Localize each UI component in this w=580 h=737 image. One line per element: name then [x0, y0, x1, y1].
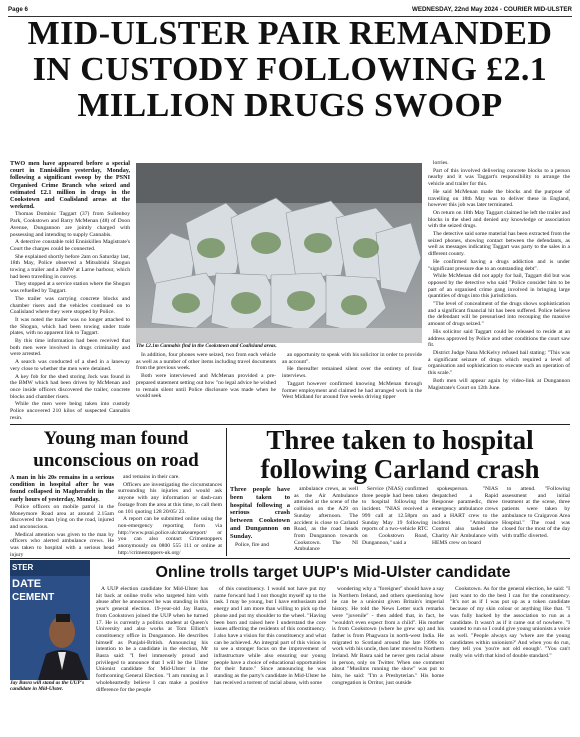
photo-caption: The £2.1m Cannabis find in the Cookstown and Coalisland areas.: [136, 343, 277, 349]
trolls-column-1: [96, 586, 208, 732]
backdrop-text: CEMENT: [12, 592, 55, 603]
paragraph: The trailer was carrying concrete blocks and chamber risers and the vehicles continued on to Coalisland where they were stopped by Police.: [10, 295, 130, 316]
candidate-photo-caption: Jay Basra will stand as the UUP's candidate in Mid-Ulster.: [10, 680, 85, 693]
main-story-column-4: [428, 160, 570, 422]
paragraph: On return on 18th May Taggart claimed he left the trailer and blocks in the shed and denied any knowledge or association with the seized drugs.: [428, 209, 570, 230]
paragraph: and remains in their care.: [123, 474, 180, 480]
carland-lead: Three people have been taken to hospital following a serious crash between Cookstown and Dungannon on Sunday.: [230, 486, 290, 540]
issue-date-line: WEDNESDAY, 22nd May 2024 - COURIER MID-ULSTER: [412, 6, 572, 13]
main-headline: MID-ULSTER PAIR REMANDED IN CUSTODY FOLLOWING £2.1 MILLION DRUGS SWOOP: [27, 15, 553, 124]
candidate-photo: [10, 560, 90, 680]
carland-headline: Three taken to hospital following Carland crash: [260, 425, 540, 484]
paragraph: His solicitor said Taggart could be released to reside at an address approved by Police and other conditions the court saw fit.: [428, 328, 570, 349]
paragraph: She explained shortly before 2am on Saturday last, 18th May, Police observed a Mitsubishi Shogun towing a trailer and a BMW at Larne harbour, which had been travelling in convoy.: [10, 253, 130, 280]
paragraph: He confirmed having a drugs addiction and is under "significant pressure due to an outstanding debt".: [428, 258, 570, 272]
backdrop-text: DATE: [12, 578, 42, 590]
young-man-headline: Young man found unconscious on road: [33, 428, 199, 471]
page-number: Page 6: [8, 6, 28, 13]
paragraph: A UUP election candidate for Mid-Ulster has hit back at online trolls who targeted him with abuse after he announced he was standing in this year's general election. 19-year-old Jay Basra, from Cookstown joined the UUP when he turned 17. He is currently a politics student at Queen's University and also works at Tom Elliott's constituency office in Dungannon. He describes himself as Punjabi-British. Announcing his intention to be a candidate in the election, Mr Basra said: "I feel immensely proud and privileged to announce that I will be the Ulster Unionist candidate for Mid-Ulster in the forthcoming General Election. "I am running as I wholeheartedly believe I can make a positive difference for the people: [96, 586, 208, 693]
paragraph: He thereafter remained silent over the entirety of four interviews.: [282, 366, 422, 380]
paragraph: Police, fire and: [235, 541, 270, 548]
paragraph: District Judge Nana McKelvy refused bail stating: "This was a significant seizure of drugs which required a level of organisation and sophistication to execute such an operation of this scale.": [428, 349, 570, 377]
backdrop-text: STER: [12, 563, 34, 572]
paragraph: Both were interviewed and McMenan provided a pre-prepared statement setting out how "no legal advice he wished to remain silent until Police disclosure was made when he would seek: [136, 373, 276, 400]
paragraph: to attend. "Following assessment and initial treatment at the scene, three patients were taken by ambulance to Craigavon Area Hospital." The road was closed for the most of the day with traffic diverted.: [502, 486, 570, 539]
paragraph: wondering why a "foreigner" should have a say in Northern Ireland, and others questioning how he can be a unionist given Britain's imperial history. He told the News Letter such remarks were "juvenile" - then added that, in fact, he "wouldn't even expect from a child". His mother is from Cookstown (where he grew up) and his father is from Phagwara in north-west India. He migrated to Scotland around the late 1990s to work with his uncle, then later moved to Northern Ireland. Mr Basra said he never gets racial abuse in person, only on Twitter. When one comment about "Muslims running the show" was put to him, he said: "I'm a Presbyterian." His home congregation is Orritor, just outside: [332, 586, 444, 686]
paragraph: A detective constable told Enniskillen Magistrate's Court the charges could be connected.: [10, 239, 130, 252]
paragraph: A report can be submitted online using the non-emergency reporting form via http://www.psni.police.uk/makeareport/ or you can also contact Crimestoppers anonymously on 0800 555 111 or online at http://crimestoppers-uk.org/: [118, 516, 222, 556]
paragraph: Officers are investigating the circumstances surrounding his injuries and would ask anyone with any information or dash-cam footage from the area at this time, to call them on 101 quoting 128 20/05/ 23.: [118, 481, 222, 515]
paragraph: Part of this involved delivering concrete blocks to a person nearby and it was Taggart's responsibility to arrange the vehicle and trailer for this.: [428, 167, 570, 188]
main-story-column-2: [136, 352, 276, 422]
trolls-column-2: [214, 586, 326, 732]
carland-column-3: [362, 486, 428, 556]
carland-column-2: [294, 486, 358, 556]
paragraph: A key fob for the shed storing Jock was found in the BMW which had been driven by McMenan and once inside officers discovered the trailer, concrete blocks and chamber risers.: [10, 373, 130, 400]
trolls-headline: Online trolls target UUP's Mid-Ulster candidate: [155, 564, 511, 581]
paragraph: The detective said some material has been extracted from the seized phones, showing contact between the defendants, as well as messages indicating Taggart was party to the sales in a different county.: [428, 231, 570, 258]
young-man-column-2: [118, 474, 222, 558]
paragraph: While McMenan did not apply for bail, Taggart did but was opposed by the detective who said "Police consider him to be part of an organised crime gang involved in bringing large quantities of drugs into this jurisdiction.: [428, 273, 570, 300]
paragraph: an opportunity to speak with his solicitor in order to provide an account".: [282, 352, 422, 365]
main-story-column-1: [10, 160, 130, 422]
paragraph: By this time information had been received that both men were involved in drugs criminality and were arrested.: [10, 338, 130, 358]
paragraph: "The level of concealment of the drugs shows sophistication and a significant financial hit has been suffered. Police believe the defendant will be pressurised into recouping the massive amount of drugs seized.": [428, 301, 570, 328]
carland-column-1: [230, 486, 290, 556]
young-man-lead: A man in his 20s remains in a serious condition in hospital after he was found collapsed in Magherafelt in the early hours of yesterday, Monday.: [10, 474, 114, 503]
paragraph: While the men were being taken into custody Police uncovered 210 kilos of suspected Cannabis resin.: [10, 401, 130, 421]
paragraph: Taggart however confirmed knowing McMenan through former employment and claimed he had arranged work in the West Midland for around five weeks driving tipper: [282, 380, 422, 401]
trolls-column-3: [332, 586, 444, 732]
trolls-column-4: [450, 586, 570, 732]
main-story-lead: TWO men have appeared before a special court in Enniskillen yesterday, Monday, following a significant swoop by the PSNI Organised Crime Branch who seized and estimated £2.1 million in drugs in the Cookstown and Coalisland areas at the weekend.: [10, 160, 130, 211]
section-divider: [10, 558, 570, 559]
paragraph: ambulance crews, as well as the Air Ambulance attended at the scene of the collision on the A29 on Sunday afternoon. The accident is close to Carland Road, as the road heads from Dungannon towards Cookstown. The NI Ambulance: [294, 486, 358, 553]
paragraph: He said McMenan made the blocks and the purpose of travelling on 18th May was to deliver these in England, however this job was later terminated.: [428, 188, 570, 209]
paragraph: In addition, four phones were seized, two from each vehicle as well as a number of other items including travel documents from the previous week.: [136, 352, 276, 372]
main-story-column-3: [282, 352, 422, 422]
paragraph: It was noted the trailer was no longer attached to the Shogun, which had been towing under trade plates, with no apparent link to Taggart.: [10, 316, 130, 337]
paragraph: Thomas Dominic Taggart (37) from Sullenboy Park, Cookstown and Barry McMenan (48) of Doon Avenue, Dungannon are jointly charged with possessing and intending to supply Cannabis.: [10, 211, 130, 238]
paragraph: lorries.: [433, 160, 449, 166]
cannabis-seizure-photo: [136, 163, 422, 343]
paragraph: Cookstown. As for the general election, he said: "I just want to do the best I can for the constituency. "It's not as if I was put up as a token candidate because of my skin colour or anything like that. "I was fully backed by the association to run as a candidate. It wasn't as if it came out of nowhere. "I wanted to run so I could give young unionists a voice as well. "People always say 'where are the young candidates within unionism?' And when you do run, they tell you 'you're not old enough'. "You can't really win with that kind of double standard.": [450, 586, 570, 660]
paragraph: Police officers on mobile patrol in the Moneymore Road area at around 2.15am discovered the man lying on the road, injured and unconscious.: [10, 503, 114, 530]
paragraph: Medical attention was given to the man by officers who alerted ambulance crews. He was taken to hospital with a serious head injury: [10, 531, 114, 558]
paragraph: of this constituency. I would not have put my name forward had I not thought myself up to the task. I may be young, but I have enthusiasm and energy and I am more than willing to pick up the phone and put my shoulder to the wheel. "Having been born and raised here I understand the core issues affecting the residents of this constituency. I also have a vision for this constituency and what can be achieved. An integral part of this vision is to see a stronger focus on the improvement of infrastructure while also ensuring our young people have a choice of educational opportunities for their future." Since announcing he was standing as the party's candidate in Mid-Ulster he has received a torrent of racial abuse, with some: [214, 586, 326, 686]
paragraph: A search was conducted of a shed in a laneway very close to whether the men were detained.: [10, 359, 130, 372]
paragraph: Both men will appear again by video-link at Dungannon Magistrate's Court on 12th June.: [428, 377, 570, 391]
carland-column-4: [432, 486, 498, 556]
paragraph: They stopped at a service station where the Shogun was refuelled by Taggart.: [10, 281, 130, 295]
young-man-column-1: [10, 474, 114, 558]
paragraph: Service (NIAS) confirmed three people had been taken to hospital following the incident. "NIAS received a 999 call at 12.58pm on Sunday May 19 following reports of a two-vehicle RTC on Cookstown Road, Dungannon," said a: [362, 486, 428, 546]
carland-column-5: [502, 486, 570, 556]
paragraph: spokesperson. "NIAS despatched a Rapid Response paramedic, three emergency ambulance crews and a HART crew to the incident. "Ambulance Control also tasked the Charity Air Ambulance with HEMS crew on board: [432, 486, 498, 546]
column-divider: [226, 428, 227, 556]
